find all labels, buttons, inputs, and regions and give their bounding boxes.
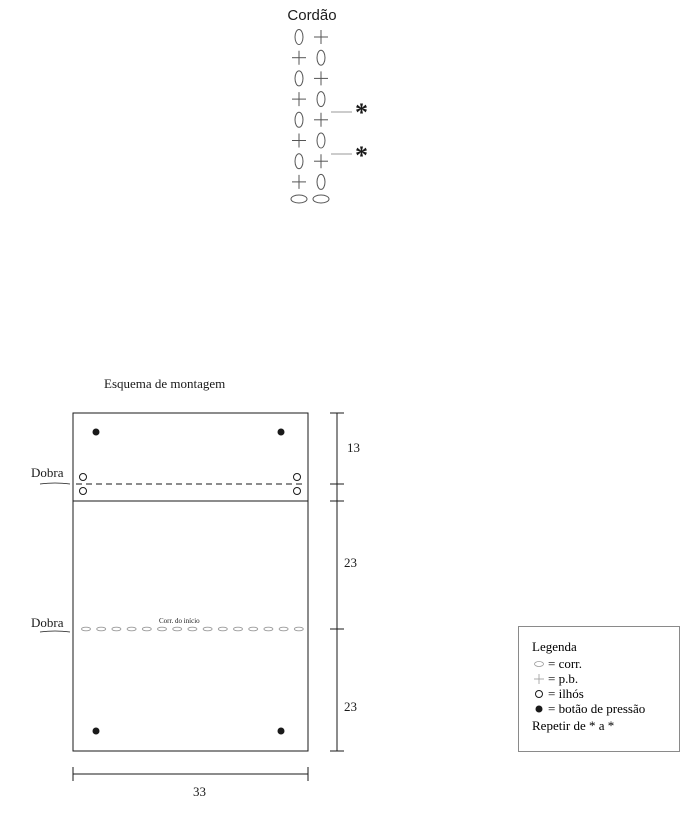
eyelet-icon — [532, 688, 546, 700]
chain-stitch — [203, 627, 212, 631]
eyelet — [80, 488, 87, 495]
chain-stitch — [127, 627, 136, 631]
chain-stitch — [142, 627, 151, 631]
legend — [518, 626, 680, 752]
repeat-marker-start: * — [355, 98, 368, 127]
chain-stitch — [82, 627, 91, 631]
legend-label: = corr. — [548, 656, 583, 671]
dimension-middle: 23 — [344, 555, 357, 570]
snap-button — [93, 429, 100, 436]
start-chain-row — [82, 627, 304, 631]
legend-label: = botão de pressão — [548, 701, 646, 716]
chain-stitch — [188, 627, 197, 631]
snap-button — [278, 429, 285, 436]
legend-title: Legenda — [532, 639, 577, 654]
panel-outline — [73, 413, 308, 751]
legend-item-button — [532, 701, 645, 717]
fold-label-bottom: Dobra — [31, 615, 64, 630]
chain-stitch — [234, 627, 243, 631]
legend-item-corr — [532, 656, 582, 672]
fold-label-underline — [40, 483, 70, 484]
legend-item-eyelet — [532, 686, 584, 702]
chain-stitch — [294, 627, 303, 631]
repeat-marker-end: * — [355, 141, 368, 170]
legend-repeat-note: Repetir de * a * — [532, 718, 615, 733]
dimension-width: 33 — [193, 784, 206, 799]
dimension-bottom: 23 — [344, 699, 357, 714]
fold-label-top: Dobra — [31, 465, 64, 480]
chain-stitch — [173, 627, 182, 631]
eyelet — [294, 474, 301, 481]
fold-label-underline — [40, 631, 70, 632]
chain-stitch — [112, 627, 121, 631]
dimension-top: 13 — [347, 440, 360, 455]
snap-button — [278, 728, 285, 735]
chain-stitch — [97, 627, 106, 631]
chain-stitch — [264, 627, 273, 631]
chain-stitch — [158, 627, 167, 631]
chain-stitch — [279, 627, 288, 631]
chain-stitch — [218, 627, 227, 631]
legend-item-pb — [532, 671, 578, 687]
chain-stitch-icon — [532, 660, 546, 668]
legend-label: = ilhós — [548, 686, 584, 701]
start-chain-label: Corr. do início — [159, 617, 200, 625]
legend-label: = p.b. — [548, 671, 579, 686]
single-crochet-icon — [532, 673, 546, 685]
chain-stitch — [249, 627, 258, 631]
eyelet — [294, 488, 301, 495]
cord-title: Cordão — [287, 7, 337, 24]
eyelet — [80, 474, 87, 481]
snap-button-icon — [532, 703, 546, 715]
snap-button — [93, 728, 100, 735]
assembly-title: Esquema de montagem — [104, 376, 226, 391]
